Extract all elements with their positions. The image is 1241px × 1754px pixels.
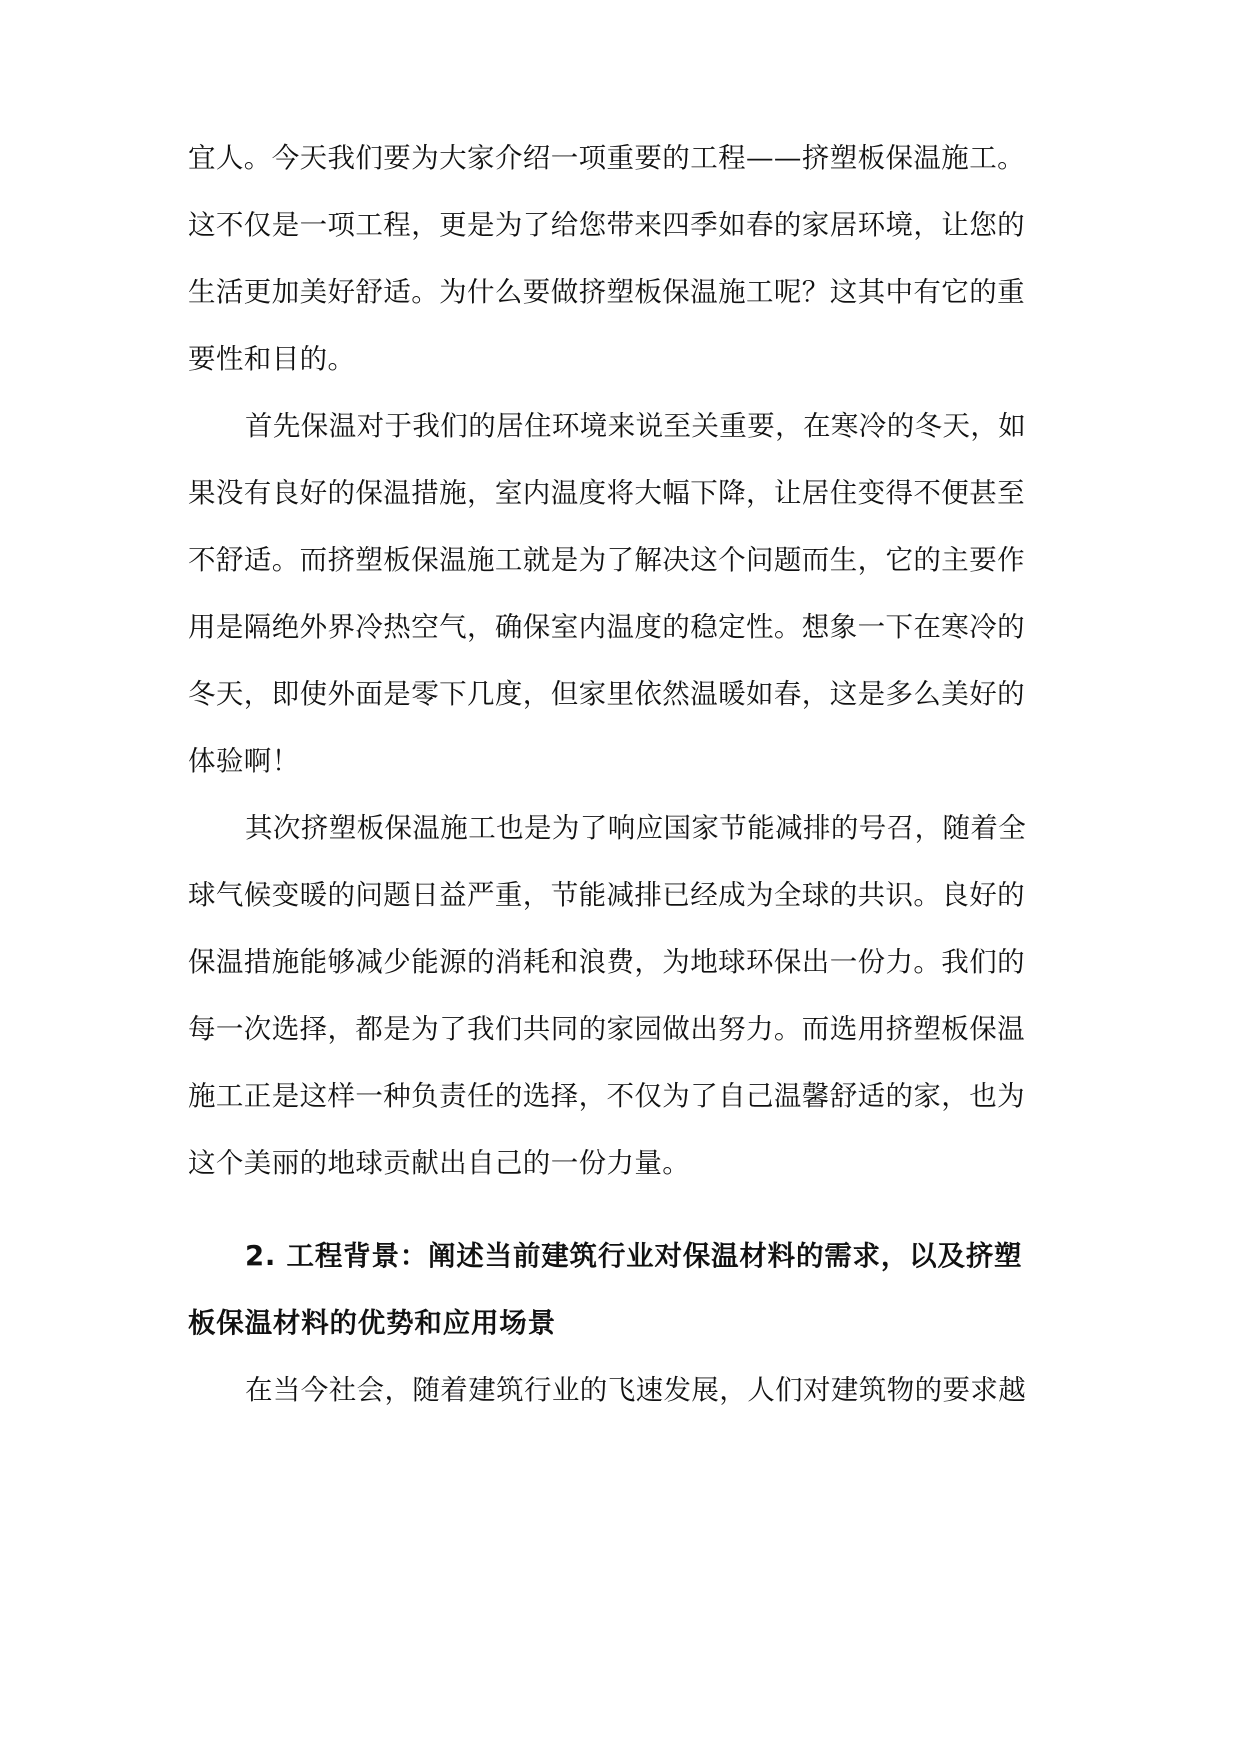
paragraph-2-line-1: 首先保温对于我们的居住环境来说至关重要，在寒冷的冬天，如 (245, 410, 1027, 442)
section-heading-line-1: 2. 工程背景：阐述当前建筑行业对保温材料的需求，以及挤塑 (245, 1240, 1023, 1272)
paragraph-3-line-2: 球气候变暖的问题日益严重，节能减排已经成为全球的共识。良好的 (188, 879, 1025, 911)
paragraph-4-line-1: 在当今社会，随着建筑行业的飞速发展，人们对建筑物的要求越 (245, 1374, 1027, 1406)
paragraph-1-line-1: 宜人。今天我们要为大家介绍一项重要的工程——挤塑板保温施工。 (188, 142, 1025, 174)
paragraph-3-line-5: 施工正是这样一种负责任的选择，不仅为了自己温馨舒适的家，也为 (188, 1080, 1025, 1112)
section-heading-line-2: 板保温材料的优势和应用场景 (188, 1307, 556, 1339)
paragraph-2-line-3: 不舒适。而挤塑板保温施工就是为了解决这个问题而生，它的主要作 (188, 544, 1025, 576)
paragraph-3-line-3: 保温措施能够减少能源的消耗和浪费，为地球环保出一份力。我们的 (188, 946, 1025, 978)
paragraph-1-line-4: 要性和目的。 (188, 343, 356, 375)
paragraph-1-line-2: 这不仅是一项工程，更是为了给您带来四季如春的家居环境，让您的 (188, 209, 1025, 241)
paragraph-1-line-3: 生活更加美好舒适。为什么要做挤塑板保温施工呢？这其中有它的重 (188, 276, 1025, 308)
paragraph-2-line-2: 果没有良好的保温措施，室内温度将大幅下降，让居住变得不便甚至 (188, 477, 1025, 509)
paragraph-3-line-1: 其次挤塑板保温施工也是为了响应国家节能减排的号召，随着全 (245, 812, 1027, 844)
paragraph-3-line-4: 每一次选择，都是为了我们共同的家园做出努力。而选用挤塑板保温 (188, 1013, 1025, 1045)
paragraph-2-line-6: 体验啊！ (188, 745, 300, 777)
paragraph-3-line-6: 这个美丽的地球贡献出自己的一份力量。 (188, 1147, 691, 1179)
paragraph-2-line-5: 冬天，即使外面是零下几度，但家里依然温暖如春，这是多么美好的 (188, 678, 1025, 710)
paragraph-2-line-4: 用是隔绝外界冷热空气，确保室内温度的稳定性。想象一下在寒冷的 (188, 611, 1025, 643)
